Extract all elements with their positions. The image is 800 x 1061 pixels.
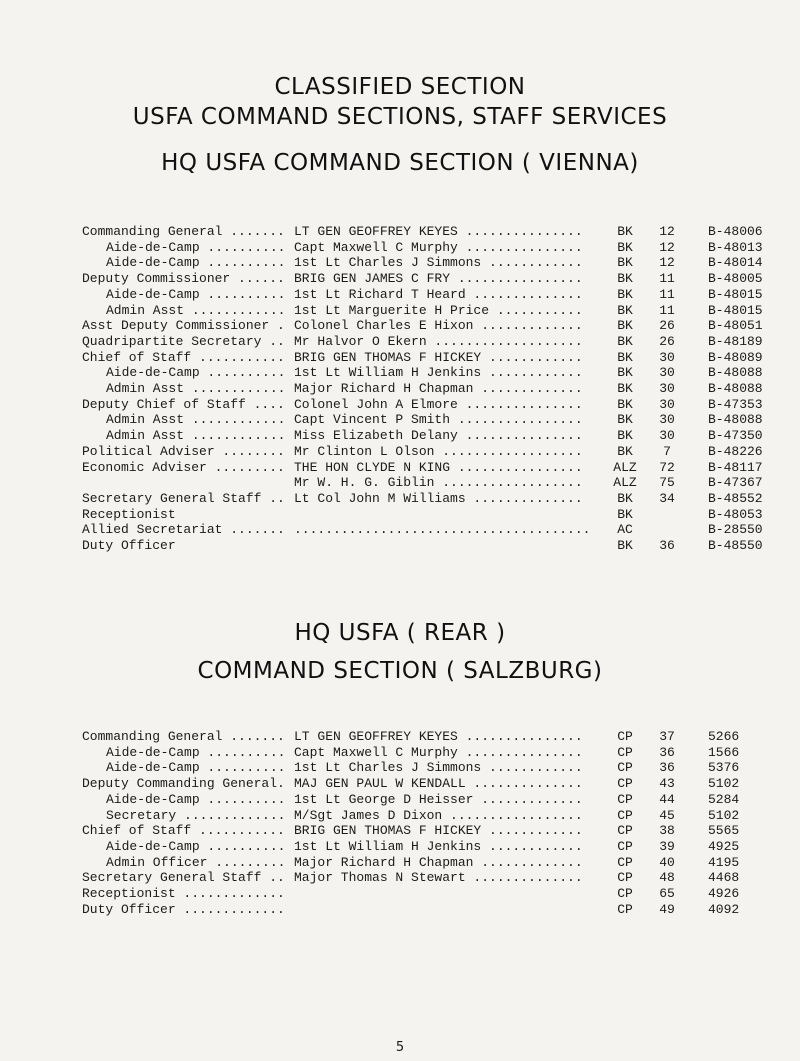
directory-row: [0, 287, 800, 303]
building-code: BK: [617, 255, 633, 271]
building-code: CP: [617, 760, 633, 776]
building-code: BK: [617, 349, 633, 365]
building-code: BK: [617, 333, 633, 349]
room-number: 30: [659, 381, 675, 396]
building-code: BK: [617, 443, 633, 459]
room-number: 11: [659, 271, 675, 287]
position-title: Duty Officer .............: [82, 901, 285, 917]
section-heading-vienna: HQ USFA COMMAND SECTION ( VIENNA): [161, 150, 639, 176]
phone-extension: B-48013: [708, 239, 763, 255]
person-name: ......................................: [294, 522, 591, 538]
person-name: Capt Maxwell C Murphy ...............: [294, 744, 583, 760]
phone-extension: B-48014: [708, 255, 763, 271]
phone-extension: B-28550: [708, 522, 763, 538]
directory-row: [0, 475, 800, 491]
room-number: 75: [659, 475, 675, 491]
directory-row: [0, 334, 800, 350]
directory-row: [0, 522, 800, 538]
room-number: 48: [659, 870, 675, 886]
position-title: Aide-de-Camp ..........: [106, 760, 286, 776]
room-number: 7: [663, 443, 671, 459]
directory-row: [0, 491, 800, 507]
phone-extension: B-48117: [708, 459, 763, 475]
phone-extension: B-48006: [708, 224, 763, 239]
directory-row: [0, 760, 800, 776]
building-code: BK: [617, 490, 633, 506]
building-code: BK: [617, 365, 633, 381]
person-name: THE HON CLYDE N KING ................: [294, 459, 583, 475]
directory-row: [0, 412, 800, 428]
building-code: BK: [617, 412, 633, 428]
position-title: Allied Secretariat .......: [82, 522, 285, 538]
section-heading-salzburg: COMMAND SECTION ( SALZBURG): [197, 658, 603, 684]
phone-extension: B-47353: [708, 396, 763, 412]
position-title: Aide-de-Camp ..........: [106, 239, 286, 255]
directory-row: [0, 902, 800, 918]
position-title: Admin Officer .........: [106, 854, 286, 870]
phone-extension: B-48088: [708, 412, 763, 428]
directory-row: [0, 745, 800, 761]
phone-extension: B-48550: [708, 538, 763, 553]
person-name: LT GEN GEOFFREY KEYES ...............: [294, 729, 583, 744]
phone-extension: B-47350: [708, 428, 763, 444]
building-code: CP: [617, 729, 633, 744]
building-code: CP: [617, 886, 633, 901]
building-code: BK: [617, 286, 633, 302]
building-code: CP: [617, 838, 633, 854]
phone-extension: B-48552: [708, 490, 763, 506]
directory-row: [0, 397, 800, 413]
phone-extension: 4925: [708, 838, 740, 854]
room-number: 44: [659, 791, 675, 807]
phone-extension: 5565: [708, 823, 740, 839]
room-number: 38: [659, 823, 675, 839]
building-code: CP: [617, 854, 633, 870]
position-title: Receptionist .............: [82, 886, 285, 901]
phone-extension: B-48053: [708, 506, 763, 522]
directory-row: [0, 255, 800, 271]
page-number: 5: [395, 1040, 405, 1055]
building-code: CP: [617, 823, 633, 839]
position-title: Secretary .............: [106, 807, 286, 823]
position-title: Aide-de-Camp ..........: [106, 744, 286, 760]
phone-extension: B-48089: [708, 349, 763, 365]
person-name: LT GEN GEOFFREY KEYES ...............: [294, 224, 583, 239]
directory-row: [0, 538, 800, 554]
person-name: 1st Lt Richard T Heard ..............: [294, 286, 583, 302]
phone-extension: 4092: [708, 901, 740, 917]
room-number: 12: [659, 224, 675, 239]
building-code: CP: [617, 901, 633, 917]
position-title: Admin Asst ............: [106, 412, 286, 428]
position-title: Admin Asst ............: [106, 428, 286, 444]
room-number: 65: [659, 886, 675, 901]
position-title: Admin Asst ............: [106, 302, 286, 318]
phone-extension: B-48015: [708, 286, 763, 302]
room-number: 11: [659, 286, 675, 302]
directory-row: [0, 729, 800, 745]
directory-row: [0, 428, 800, 444]
phone-extension: 4468: [708, 870, 740, 886]
directory-row: [0, 318, 800, 334]
directory-row: [0, 776, 800, 792]
room-number: 34: [659, 490, 675, 506]
room-number: 72: [659, 459, 675, 475]
room-number: 40: [659, 854, 675, 870]
position-title: Deputy Commissioner ......: [82, 271, 285, 287]
position-title: Secretary General Staff ..: [82, 870, 285, 886]
person-name: M/Sgt James D Dixon .................: [294, 807, 583, 823]
directory-row: [0, 381, 800, 397]
person-name: Mr W. H. G. Giblin ..................: [294, 475, 583, 491]
position-title: Political Adviser ........: [82, 443, 285, 459]
position-title: Chief of Staff ...........: [82, 349, 285, 365]
person-name: 1st Lt Charles J Simmons ............: [294, 760, 583, 776]
room-number: 45: [659, 807, 675, 823]
phone-extension: B-48226: [708, 443, 763, 459]
person-name: BRIG GEN THOMAS F HICKEY ............: [294, 349, 583, 365]
person-name: 1st Lt George D Heisser .............: [294, 791, 583, 807]
person-name: Capt Vincent P Smith ................: [294, 412, 583, 428]
phone-extension: B-48088: [708, 365, 763, 381]
person-name: MAJ GEN PAUL W KENDALL ..............: [294, 776, 583, 792]
room-number: 30: [659, 412, 675, 428]
room-number: 26: [659, 318, 675, 334]
person-name: 1st Lt William H Jenkins ............: [294, 838, 583, 854]
phone-extension: B-48051: [708, 318, 763, 334]
directory-row: [0, 507, 800, 523]
room-number: 37: [659, 729, 675, 744]
position-title: Duty Officer: [82, 538, 176, 553]
phone-extension: 1566: [708, 744, 740, 760]
position-title: Aide-de-Camp ..........: [106, 255, 286, 271]
position-title: Economic Adviser .........: [82, 459, 285, 475]
phone-extension: 4926: [708, 886, 740, 901]
person-name: Mr Halvor O Ekern ...................: [294, 333, 583, 349]
position-title: Chief of Staff ...........: [82, 823, 285, 839]
directory-row: [0, 303, 800, 319]
person-name: BRIG GEN THOMAS F HICKEY ............: [294, 823, 583, 839]
room-number: 36: [659, 760, 675, 776]
building-code: BK: [617, 318, 633, 334]
building-code: BK: [617, 506, 633, 522]
position-title: Aide-de-Camp ..........: [106, 838, 286, 854]
room-number: 12: [659, 239, 675, 255]
phone-extension: 5102: [708, 807, 740, 823]
phone-extension: B-48088: [708, 381, 763, 396]
position-title: Secretary General Staff ..: [82, 490, 285, 506]
position-title: Commanding General .......: [82, 224, 285, 239]
building-code: BK: [617, 239, 633, 255]
position-title: Aide-de-Camp ..........: [106, 286, 286, 302]
person-name: 1st Lt William H Jenkins ............: [294, 365, 583, 381]
directory-row: [0, 792, 800, 808]
section-heading-classified: CLASSIFIED SECTION: [274, 74, 526, 100]
building-code: CP: [617, 744, 633, 760]
room-number: 30: [659, 428, 675, 444]
phone-extension: 5284: [708, 791, 740, 807]
room-number: 30: [659, 396, 675, 412]
phone-extension: B-48005: [708, 271, 763, 287]
directory-row: [0, 886, 800, 902]
room-number: 36: [659, 744, 675, 760]
position-title: Admin Asst ............: [106, 381, 286, 396]
directory-row: [0, 365, 800, 381]
room-number: 36: [659, 538, 675, 553]
directory-row: [0, 271, 800, 287]
directory-row: [0, 839, 800, 855]
phone-extension: 4195: [708, 854, 740, 870]
room-number: 11: [659, 302, 675, 318]
person-name: BRIG GEN JAMES C FRY ................: [294, 271, 583, 287]
position-title: Deputy Commanding General.: [82, 776, 285, 792]
phone-extension: 5102: [708, 776, 740, 792]
directory-row: [0, 444, 800, 460]
person-name: Colonel Charles E Hixon .............: [294, 318, 583, 334]
building-code: CP: [617, 807, 633, 823]
person-name: Mr Clinton L Olson ..................: [294, 443, 583, 459]
person-name: Miss Elizabeth Delany ...............: [294, 428, 583, 444]
building-code: BK: [617, 224, 633, 239]
room-number: 30: [659, 365, 675, 381]
directory-row: [0, 350, 800, 366]
room-number: 49: [659, 901, 675, 917]
room-number: 12: [659, 255, 675, 271]
phone-extension: B-47367: [708, 475, 763, 491]
section-heading-rear: HQ USFA ( REAR ): [294, 620, 506, 646]
directory-row: [0, 240, 800, 256]
room-number: 26: [659, 333, 675, 349]
building-code: BK: [617, 428, 633, 444]
directory-row: [0, 855, 800, 871]
building-code: ALZ: [613, 459, 637, 475]
directory-row: [0, 460, 800, 476]
person-name: Capt Maxwell C Murphy ...............: [294, 239, 583, 255]
person-name: Major Thomas N Stewart ..............: [294, 870, 583, 886]
person-name: Colonel John A Elmore ...............: [294, 396, 583, 412]
building-code: BK: [617, 381, 633, 396]
person-name: 1st Lt Charles J Simmons ............: [294, 255, 583, 271]
position-title: Deputy Chief of Staff ....: [82, 396, 285, 412]
position-title: Commanding General .......: [82, 729, 285, 744]
section-heading-usfa-command: USFA COMMAND SECTIONS, STAFF SERVICES: [132, 104, 668, 130]
phone-extension: 5376: [708, 760, 740, 776]
person-name: Major Richard H Chapman .............: [294, 381, 583, 396]
directory-row: [0, 808, 800, 824]
position-title: Quadripartite Secretary ..: [82, 333, 285, 349]
position-title: Receptionist: [82, 506, 176, 522]
building-code: BK: [617, 396, 633, 412]
building-code: AC: [617, 522, 633, 538]
directory-row: [0, 823, 800, 839]
phone-extension: B-48015: [708, 302, 763, 318]
room-number: 39: [659, 838, 675, 854]
phone-extension: B-48189: [708, 333, 763, 349]
building-code: BK: [617, 302, 633, 318]
phone-extension: 5266: [708, 729, 740, 744]
room-number: 43: [659, 776, 675, 792]
person-name: 1st Lt Marguerite H Price ...........: [294, 302, 583, 318]
position-title: Aide-de-Camp ..........: [106, 791, 286, 807]
directory-row: [0, 870, 800, 886]
room-number: 30: [659, 349, 675, 365]
position-title: Asst Deputy Commissioner .: [82, 318, 285, 334]
building-code: CP: [617, 870, 633, 886]
building-code: BK: [617, 538, 633, 553]
person-name: Major Richard H Chapman .............: [294, 854, 583, 870]
building-code: CP: [617, 791, 633, 807]
person-name: Lt Col John M Williams ..............: [294, 490, 583, 506]
building-code: CP: [617, 776, 633, 792]
position-title: Aide-de-Camp ..........: [106, 365, 286, 381]
building-code: BK: [617, 271, 633, 287]
building-code: ALZ: [613, 475, 637, 491]
directory-row: [0, 224, 800, 240]
